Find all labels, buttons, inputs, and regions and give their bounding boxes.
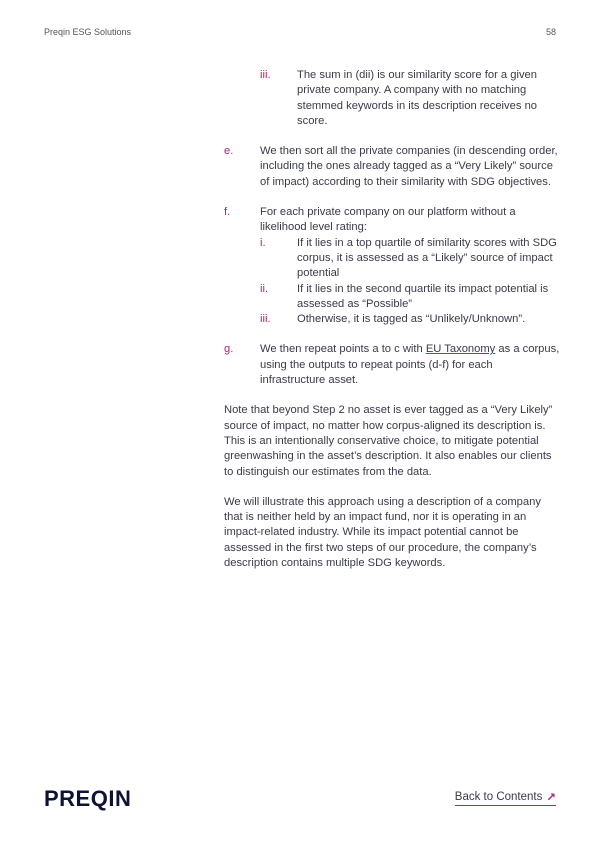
back-to-contents-label: Back to Contents bbox=[454, 791, 543, 803]
list-marker: ii. bbox=[260, 282, 269, 295]
preqin-logo: PREQIN bbox=[44, 786, 132, 811]
list-subitem-iii bbox=[260, 312, 560, 327]
list-subitem-i bbox=[260, 236, 560, 282]
header-brand: Preqin ESG Solutions bbox=[44, 27, 132, 37]
list-item-g bbox=[224, 342, 560, 388]
list-item-f bbox=[224, 205, 560, 236]
text-after-link: as a corpus, using the outputs to repeat points (d-f) for each infrastructure asset. bbox=[260, 343, 560, 387]
list-text: The sum in (dii) is our similarity score for a given private company. A company with no matching stemmed keywords in its description receives no score. bbox=[297, 69, 538, 127]
list-item-iii bbox=[224, 68, 560, 129]
list-item-e bbox=[224, 144, 560, 190]
list-text: If it lies in the second quartile its impact potential is assessed as “Possible” bbox=[297, 282, 549, 310]
arrow-up-right-icon: ↗ bbox=[546, 792, 556, 804]
list-marker: f. bbox=[224, 206, 231, 219]
list-text: If it lies in a top quartile of similarity scores with SDG corpus, it is assessed as a “Likely” source of impact potential bbox=[297, 236, 557, 280]
list-text bbox=[260, 342, 560, 388]
main-content bbox=[224, 68, 560, 571]
paragraph-illustration: We will illustrate this approach using a description of a company that is neither held by an impact fund, nor it is operating in an impact-related industry. While its impact potential cannot be assessed in the first two steps of our procedure, the company’s description contains multiple SDG keywords. bbox=[224, 495, 541, 570]
list-marker: e. bbox=[224, 145, 234, 158]
text-before-link: We then repeat points a to c with bbox=[260, 343, 426, 356]
paragraph-note: Note that beyond Step 2 no asset is ever tagged as a “Very Likely” source of impact, no matter how corpus-aligned its description is. This is an intentionally conservative choice, to mitigate potential greenwashing in the asset’s description. It also enables our clients to distinguish our estimates from the data. bbox=[224, 404, 553, 478]
page-number: 58 bbox=[545, 27, 556, 37]
eu-taxonomy-link[interactable]: EU Taxonomy bbox=[425, 343, 496, 356]
back-to-contents-link[interactable] bbox=[455, 790, 556, 806]
list-text: We then sort all the private companies (in descending order, including the ones already tagged as a “Very Likely” source of impact) according to their similarity with SDG objectives. bbox=[260, 145, 558, 188]
list-text: For each private company on our platform without a likelihood level rating: bbox=[260, 206, 516, 234]
list-marker: g. bbox=[224, 343, 234, 356]
list-marker: i. bbox=[260, 236, 266, 249]
list-marker: iii. bbox=[260, 313, 271, 326]
list-marker: iii. bbox=[260, 69, 271, 81]
list-text: Otherwise, it is tagged as “Unlikely/Unknown”. bbox=[297, 313, 526, 326]
list-subitem-ii bbox=[260, 282, 560, 313]
